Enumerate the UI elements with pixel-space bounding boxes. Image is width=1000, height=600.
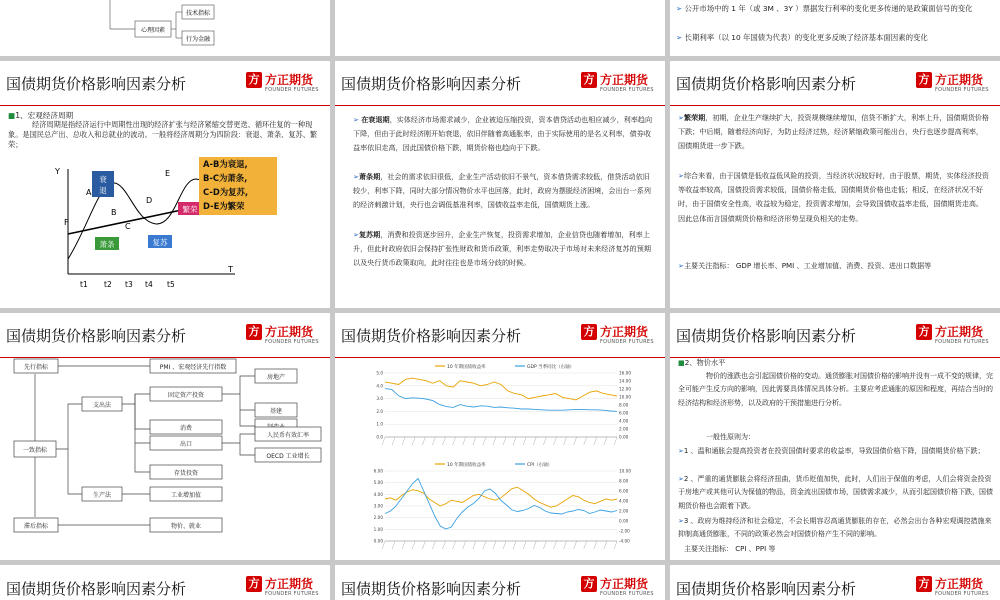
x-tick	[422, 541, 425, 549]
slide-bottom-left	[0, 565, 330, 600]
behavior-finance-label: 行为金融	[185, 36, 211, 43]
founder-logo: 方 方正期货 FOUNDER FUTURES	[581, 71, 659, 99]
y2-tick-label: -4.00	[619, 538, 630, 544]
x-tick	[453, 437, 456, 445]
slide-bottom-mid	[335, 565, 665, 600]
slide-recession-text	[335, 61, 665, 308]
y-tick-label: 1.0	[376, 421, 383, 427]
legend-label-2: GDP 当季同比（右轴）	[527, 365, 575, 370]
y2-tick-label: 2.00	[619, 426, 629, 432]
x-tick	[533, 541, 536, 549]
y2-tick-label: 6.00	[619, 410, 629, 416]
legend-label-2: CPI（右轴）	[527, 463, 553, 468]
slide-title: 国债期货价格影响因素分析	[341, 327, 522, 345]
rule-3: ➢3 、政府为维持经济和社会稳定，不会长期容忍高通货膨胀的存在，必然会出台各种宏观调控措施来抑制高通货膨胀，不同的政策必然会对国债价格产生不同的影响。	[678, 517, 992, 539]
phase-legend-box	[199, 157, 277, 215]
x-tick	[564, 541, 567, 549]
x-tick	[584, 541, 587, 549]
x-tick	[604, 437, 607, 445]
x-tick	[432, 541, 435, 549]
slide-title: 国债期货价格影响因素分析	[6, 327, 187, 345]
y-tick-label: 2.00	[373, 515, 383, 521]
x-tick	[594, 437, 597, 445]
x-tick	[402, 437, 405, 445]
psych-factor-label: 心理因素	[140, 27, 166, 34]
y2-tick-label: 2.00	[619, 508, 629, 514]
indicator-tree-diagram	[0, 357, 330, 557]
pmi-label: PMI 、宏观经济先行指数	[159, 364, 227, 371]
slide-indicator-tree	[0, 313, 330, 560]
summary-paragraph: ➢综合来看，由于国债是低收益低风险的投资，当经济状况较好时，由于股票，期货，实体经济投资等收益率较高，国债投资需求较低，国债价格走低，国债期货价格也走低；相反，在经济状况不好时，由于国债安全性高，收益较为稳定，投资需求增加，会导致国债收益率走低，国债期货走高。因此总体而言国债期货价格和经济形势呈现负相关的走势。	[678, 171, 989, 223]
recession-paragraph: ➢ 在衰退期，实体经济市场需求减少，企业被迫压缩投资，资本借贷活动也相应减少，利率趋向下降，但由于此时经济刚开始衰退，依旧伴随着高通胀率，由于实际使用的是名义利率，债券收益率依旧走高，因此国债价格下跌，期货价格也趋向于下跌。	[353, 115, 653, 153]
time-ticks	[80, 280, 175, 289]
founder-logo: 方 方正期货 FOUNDER FUTURES	[581, 575, 659, 600]
x-tick	[543, 541, 546, 549]
slide-boom-text	[670, 61, 1000, 308]
infra-label: 基建	[269, 408, 283, 415]
slide-header	[0, 313, 330, 358]
tick-t5: t5	[167, 280, 175, 289]
founder-logo: 方 方正期货 FOUNDER FUTURES	[246, 575, 324, 600]
y2-tick-label: 0.00	[619, 434, 629, 440]
policy-signal-bullet: ➢ 公开市场中的 1 年（或 3M 、3Y ）票据发行利率的变化更多传递的是政策面信号的变化	[676, 4, 973, 13]
gdp-yield-chart	[365, 359, 641, 453]
x-tick	[463, 541, 466, 549]
legend-ab: A-B为衰退,	[203, 159, 248, 169]
slide-title: 国债期货价格影响因素分析	[676, 75, 857, 93]
slide-top-left	[0, 0, 330, 56]
y2-tick-label: 6.00	[619, 488, 629, 494]
x-tick	[473, 541, 476, 549]
cpi-yield-chart	[365, 457, 641, 557]
tick-t1: t1	[80, 280, 88, 289]
y2-tick-label: 4.00	[619, 498, 629, 504]
tick-t4: t4	[145, 280, 153, 289]
point-e: E	[165, 169, 171, 178]
x-tick	[493, 437, 496, 445]
slide-header	[670, 565, 1000, 600]
phase-boom-label: 繁荣	[182, 205, 198, 214]
slide-header	[335, 565, 665, 600]
inflation-intro: 物价的涨跌也会引起国债价格的变动。通货膨胀对国债价格的影响并没有一成不变的规律，完全可能产生反方向的影响，因此需要具体情况具体分析。主要应考虑通胀的原因和程度，再结合当时的经济结构和经济形势，以及政府的干预措施进行分析。	[678, 372, 993, 407]
x-tick	[574, 541, 577, 549]
slide-economic-cycle	[0, 61, 330, 308]
x-tick	[412, 437, 415, 445]
depression-paragraph: ➢萧条期，社会的需求依旧很低，企业生产活动依旧不景气，资本借贷需求较低，借贷活动依旧较少，利率下降，同时大部分情况物价水平也回落，此时，政府为摆脱经济困境，会出台一系列的经济刺激计划，央行也会调低基准利率，国债收益率走低，国债期货上涨。	[353, 172, 651, 210]
oecd-label: OECD 工业增长	[266, 453, 310, 460]
y2-tick-label: 12.00	[619, 386, 631, 392]
export-label: 出口	[179, 441, 193, 448]
y2-tick-label: 10.00	[619, 394, 631, 400]
y-tick-label: 5.00	[373, 480, 383, 486]
y-tick-label: 4.0	[376, 383, 383, 389]
legend-label-1: 10 年期国债收益率	[447, 463, 486, 468]
slide-header	[335, 61, 665, 106]
slide-price-level	[670, 313, 1000, 560]
axis-t-label: T	[228, 265, 233, 274]
rule-heading: 一般性原则为：	[706, 433, 755, 441]
point-d: D	[146, 196, 153, 205]
x-tick	[614, 541, 617, 549]
x-tick	[453, 541, 456, 549]
x-tick	[503, 437, 506, 445]
point-b: B	[111, 208, 117, 217]
x-tick	[614, 437, 617, 445]
production-label: 生产法	[92, 492, 112, 499]
slide-title: 国债期货价格影响因素分析	[676, 580, 857, 598]
slide-title: 国债期货价格影响因素分析	[341, 75, 522, 93]
coincident-indicator-label: 一致指标	[22, 447, 48, 454]
slide-charts	[335, 313, 665, 560]
founder-logo: 方 方正期货 FOUNDER FUTURES	[916, 323, 994, 351]
slide-header	[670, 61, 1000, 106]
slide-bottom-right	[670, 565, 1000, 600]
x-tick	[513, 437, 516, 445]
x-tick	[412, 541, 415, 549]
founder-logo: 方 方正期货 FOUNDER FUTURES	[916, 71, 994, 99]
cycle-definition: 经济周期是指经济运行中周期性出现的经济扩张与经济紧缩交替更迭、循环往复的一种现象。是国民总产出、总收入和总就业的波动。一般将经济周期分为四阶段：衰退、萧条、复苏、繁荣；	[8, 120, 318, 149]
phase-recovery-label: 复苏	[152, 238, 168, 247]
slide-header	[0, 61, 330, 106]
y-tick-label: 3.0	[376, 396, 383, 402]
x-tick	[553, 437, 556, 445]
slide-top-right	[670, 0, 1000, 56]
series-line-2	[385, 479, 617, 530]
legend-de: D-E为繁荣	[203, 201, 245, 211]
x-tick	[594, 541, 597, 549]
y-tick-label: 6.00	[373, 468, 383, 474]
series-line-1	[385, 487, 617, 507]
y2-tick-label: 4.00	[619, 418, 629, 424]
y-tick-label: 2.0	[376, 408, 383, 414]
boom-paragraph: ➢繁荣期，初期，企业生产继续扩大，投资规模继续增加，信贷不断扩大，利率上升，国债期货价格下跌；中后期，随着经济向好，为防止经济过热，经济紧缩政策可能出台，央行也逐步提高利率，国债期货进一步下跌。	[678, 113, 989, 151]
founder-logo: 方 方正期货 FOUNDER FUTURES	[581, 323, 659, 351]
x-tick	[523, 437, 526, 445]
lag-indicator-label: 滞后指标	[23, 523, 49, 530]
y2-tick-label: 16.00	[619, 370, 631, 376]
point-a: A	[86, 188, 92, 197]
tick-t2: t2	[104, 280, 112, 289]
point-f: F	[64, 218, 69, 227]
recovery-paragraph: ➢复苏期，消费和投资逐步回升，企业生产恢复，投资需求增加，企业信贷也随着增加，利率上升，但此时政府依旧会保持扩张性财政和货币政策，利率走势取决于市场对未来经济复苏的预期以及央行货币政策取向，此时往往也是市场分歧的时候。	[353, 230, 651, 268]
fixed-investment-label: 固定资产投资	[167, 392, 205, 399]
x-tick	[513, 541, 516, 549]
slide-header	[0, 565, 330, 600]
y2-tick-label: 8.00	[619, 402, 629, 408]
factor-tree-fragment	[0, 0, 330, 56]
slide-header	[335, 313, 665, 358]
x-tick	[564, 437, 567, 445]
y2-tick-label: -2.00	[619, 528, 630, 534]
y-tick-label: 3.00	[373, 503, 383, 509]
y-tick-label: 4.00	[373, 491, 383, 497]
x-tick	[574, 437, 577, 445]
legend-cd: C-D为复苏,	[203, 187, 249, 197]
y-tick-label: 1.00	[373, 526, 383, 532]
section-heading: ■2、物价水平	[678, 358, 726, 367]
inventory-label: 存货投资	[173, 470, 199, 477]
lead-indicator-label: 先行指标	[23, 364, 49, 371]
founder-logo: 方 方正期货 FOUNDER FUTURES	[246, 323, 324, 351]
founder-logo: 方 方正期货 FOUNDER FUTURES	[246, 71, 324, 99]
x-tick	[604, 541, 607, 549]
x-tick	[533, 437, 536, 445]
y2-tick-label: 0.00	[619, 518, 629, 524]
section-heading: ■1、宏观经济周期	[8, 111, 74, 120]
x-tick	[392, 541, 395, 549]
slide-title: 国债期货价格影响因素分析	[341, 580, 522, 598]
x-tick	[422, 437, 425, 445]
founder-logo: 方 方正期货 FOUNDER FUTURES	[916, 575, 994, 600]
x-tick	[402, 541, 405, 549]
x-tick	[473, 437, 476, 445]
x-tick	[443, 541, 446, 549]
long-rate-bullet: ➢ 长期利率（以 10 年国债为代表）的变化更多反映了经济基本面因素的变化	[676, 33, 928, 42]
rule-indicators: 主要关注指标： CPI 、PPI 等	[684, 545, 776, 553]
x-tick	[483, 541, 486, 549]
x-tick	[553, 541, 556, 549]
y-tick-label: 0.00	[373, 538, 383, 544]
x-tick	[432, 437, 435, 445]
y-tick-label: 0.0	[376, 434, 383, 440]
y2-tick-label: 14.00	[619, 378, 631, 384]
slide-header	[670, 313, 1000, 358]
slide-title: 国债期货价格影响因素分析	[676, 327, 857, 345]
y2-tick-label: 8.00	[619, 478, 629, 484]
slide-title: 国债期货价格影响因素分析	[6, 580, 187, 598]
phase-recession-label-2: 退	[99, 186, 107, 195]
expenditure-label: 支出法	[92, 402, 112, 409]
rule-2: ➢2 、严重的通货膨胀会将经济扭曲，货币贬值加快，此时，人们出于保值的考虑，人们会将资金投资于房地产或其他可认为保值的物品，资金流出国债市场，国债需求减少，从而引起国债价格下跌，国债期货价格也会跟着下跌。	[678, 475, 993, 510]
phase-depression-label: 萧条	[99, 240, 115, 249]
x-tick	[392, 437, 395, 445]
rule-1: ➢1 、温和通胀会提高投资者在投资国债时要求的收益率，导致国债价格下降，国债期货价格下跌；	[678, 447, 985, 455]
realty-label: 房地产	[266, 374, 286, 381]
legend-bc: B-C为萧条,	[203, 173, 248, 183]
industrial-label: 工业增加值	[170, 492, 202, 499]
x-tick	[584, 437, 587, 445]
x-tick	[503, 541, 506, 549]
y2-tick-label: 10.00	[619, 468, 631, 474]
slide-title: 国债期货价格影响因素分析	[6, 75, 187, 93]
axis-y-label: Y	[55, 167, 60, 176]
point-c: C	[125, 222, 131, 231]
series-line-1	[385, 378, 617, 400]
y-tick-label: 5.0	[376, 370, 383, 376]
x-tick	[463, 437, 466, 445]
indicators-paragraph: ➢主要关注指标： GDP 增长率、PMI 、工业增加值、消费、投资、进出口数据等	[678, 261, 932, 270]
series-line-2	[385, 389, 617, 412]
x-tick	[443, 437, 446, 445]
fx-label: 人民币有效汇率	[266, 432, 310, 439]
tech-indicator-label: 技术指标	[185, 10, 211, 17]
legend-label-1: 10 年期国债收益率	[447, 365, 486, 370]
x-tick	[543, 437, 546, 445]
price-employment-label: 物价、就业	[170, 523, 202, 530]
tick-t3: t3	[125, 280, 133, 289]
consumption-label: 消费	[179, 425, 193, 432]
x-tick	[483, 437, 486, 445]
phase-recession-label: 衰	[99, 175, 107, 184]
slide-top-mid	[335, 0, 665, 56]
x-tick	[523, 541, 526, 549]
x-tick	[493, 541, 496, 549]
